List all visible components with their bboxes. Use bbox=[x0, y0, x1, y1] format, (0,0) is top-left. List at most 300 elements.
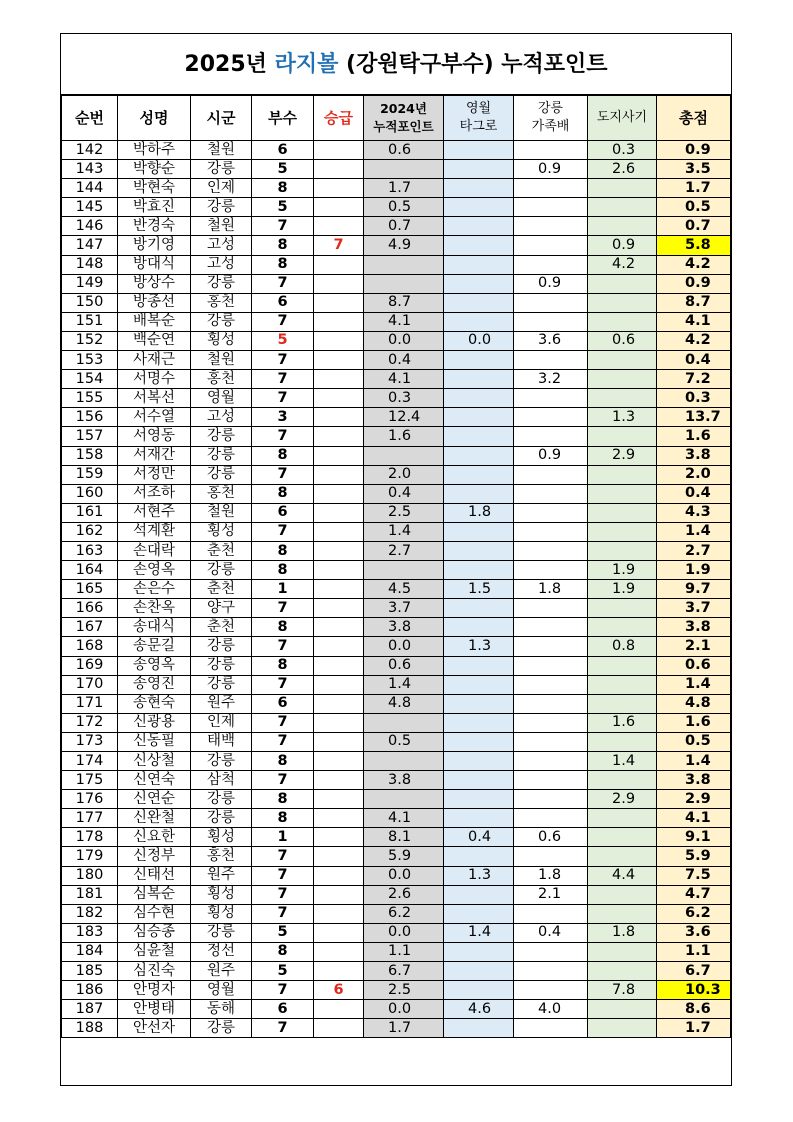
cell-gn: 3.6 bbox=[514, 331, 588, 350]
cell-yw bbox=[444, 962, 514, 981]
cell-city: 철원 bbox=[191, 141, 252, 160]
cell-gn bbox=[514, 618, 588, 637]
cell-promo bbox=[314, 866, 364, 885]
cell-gv bbox=[588, 198, 657, 217]
cell-gv bbox=[588, 217, 657, 236]
cell-gn bbox=[514, 942, 588, 961]
header-name: 성명 bbox=[118, 96, 191, 141]
cell-gn bbox=[514, 427, 588, 446]
cell-total: 4.2 bbox=[657, 331, 731, 350]
cell-promo bbox=[314, 1019, 364, 1038]
cell-city: 원주 bbox=[191, 962, 252, 981]
cell-yw bbox=[444, 141, 514, 160]
cell-total: 3.7 bbox=[657, 599, 731, 618]
cell-total: 4.8 bbox=[657, 694, 731, 713]
cell-yw bbox=[444, 790, 514, 809]
cell-yw bbox=[444, 847, 514, 866]
cell-city: 강릉 bbox=[191, 312, 252, 331]
cell-p24: 12.4 bbox=[364, 408, 444, 427]
cell-total: 2.7 bbox=[657, 541, 731, 560]
cell-city: 인제 bbox=[191, 179, 252, 198]
cell-gv: 1.8 bbox=[588, 923, 657, 942]
cell-p24: 3.7 bbox=[364, 599, 444, 618]
cell-rank: 7 bbox=[252, 427, 314, 446]
cell-p24: 1.4 bbox=[364, 675, 444, 694]
cell-name: 안명자 bbox=[118, 981, 191, 1000]
cell-n: 163 bbox=[62, 541, 118, 560]
cell-yw bbox=[444, 656, 514, 675]
cell-yw bbox=[444, 732, 514, 751]
cell-gn bbox=[514, 904, 588, 923]
cell-gn: 1.8 bbox=[514, 580, 588, 599]
cell-promo bbox=[314, 427, 364, 446]
cell-p24 bbox=[364, 752, 444, 771]
cell-gv bbox=[588, 484, 657, 503]
cell-city: 횡성 bbox=[191, 522, 252, 541]
cell-gn bbox=[514, 962, 588, 981]
cell-rank: 8 bbox=[252, 618, 314, 637]
table-row bbox=[62, 255, 731, 274]
cell-rank: 7 bbox=[252, 981, 314, 1000]
cell-rank: 8 bbox=[252, 790, 314, 809]
cell-rank: 5 bbox=[252, 160, 314, 179]
table-row bbox=[62, 541, 731, 560]
cell-promo bbox=[314, 923, 364, 942]
cell-gv bbox=[588, 962, 657, 981]
cell-p24: 2.5 bbox=[364, 981, 444, 1000]
cell-gn bbox=[514, 389, 588, 408]
cell-name: 신태선 bbox=[118, 866, 191, 885]
cell-yw bbox=[444, 942, 514, 961]
cell-n: 185 bbox=[62, 962, 118, 981]
cell-promo bbox=[314, 198, 364, 217]
cell-total: 1.4 bbox=[657, 752, 731, 771]
cell-city: 강릉 bbox=[191, 790, 252, 809]
cell-city: 횡성 bbox=[191, 904, 252, 923]
cell-name: 심수현 bbox=[118, 904, 191, 923]
cell-name: 서명수 bbox=[118, 370, 191, 389]
table-row bbox=[62, 675, 731, 694]
cell-p24: 0.6 bbox=[364, 656, 444, 675]
cell-p24: 2.6 bbox=[364, 885, 444, 904]
cell-gv: 0.8 bbox=[588, 637, 657, 656]
cell-total: 2.1 bbox=[657, 637, 731, 656]
cell-promo bbox=[314, 179, 364, 198]
cell-n: 170 bbox=[62, 675, 118, 694]
table-row bbox=[62, 962, 731, 981]
cell-name: 신연순 bbox=[118, 790, 191, 809]
cell-total: 0.5 bbox=[657, 198, 731, 217]
cell-total: 0.3 bbox=[657, 389, 731, 408]
cell-gv bbox=[588, 847, 657, 866]
cell-n: 178 bbox=[62, 828, 118, 847]
cell-name: 방종선 bbox=[118, 293, 191, 312]
cell-n: 146 bbox=[62, 217, 118, 236]
table-row bbox=[62, 198, 731, 217]
cell-name: 신연숙 bbox=[118, 771, 191, 790]
cell-total: 4.3 bbox=[657, 503, 731, 522]
cell-name: 서정만 bbox=[118, 465, 191, 484]
cell-gv bbox=[588, 675, 657, 694]
cell-rank: 7 bbox=[252, 713, 314, 732]
table-row bbox=[62, 809, 731, 828]
header-total: 총점 bbox=[657, 96, 731, 141]
cell-city: 영월 bbox=[191, 981, 252, 1000]
cell-yw bbox=[444, 675, 514, 694]
cell-n: 166 bbox=[62, 599, 118, 618]
cell-promo bbox=[314, 847, 364, 866]
cell-promo bbox=[314, 446, 364, 465]
cell-name: 신상철 bbox=[118, 752, 191, 771]
cell-gn: 0.9 bbox=[514, 446, 588, 465]
cell-promo bbox=[314, 904, 364, 923]
cell-gn: 0.6 bbox=[514, 828, 588, 847]
cell-yw bbox=[444, 389, 514, 408]
cell-gv bbox=[588, 599, 657, 618]
cell-yw: 1.3 bbox=[444, 866, 514, 885]
cell-total: 1.4 bbox=[657, 675, 731, 694]
cell-gn bbox=[514, 198, 588, 217]
cell-rank: 8 bbox=[252, 561, 314, 580]
cell-total: 0.6 bbox=[657, 656, 731, 675]
cell-total: 4.1 bbox=[657, 312, 731, 331]
cell-total: 6.2 bbox=[657, 904, 731, 923]
cell-name: 송영옥 bbox=[118, 656, 191, 675]
cell-name: 방기영 bbox=[118, 236, 191, 255]
table-row bbox=[62, 446, 731, 465]
cell-yw bbox=[444, 618, 514, 637]
cell-gn bbox=[514, 503, 588, 522]
cell-n: 143 bbox=[62, 160, 118, 179]
cell-city: 강릉 bbox=[191, 656, 252, 675]
cell-total: 1.7 bbox=[657, 179, 731, 198]
cell-promo bbox=[314, 541, 364, 560]
cell-gv: 7.8 bbox=[588, 981, 657, 1000]
cell-gv bbox=[588, 274, 657, 293]
cell-gn bbox=[514, 713, 588, 732]
table-row bbox=[62, 293, 731, 312]
cell-yw bbox=[444, 809, 514, 828]
cell-name: 심승종 bbox=[118, 923, 191, 942]
cell-promo bbox=[314, 503, 364, 522]
cell-n: 147 bbox=[62, 236, 118, 255]
cell-promo bbox=[314, 580, 364, 599]
cell-total: 0.7 bbox=[657, 217, 731, 236]
header-num: 순번 bbox=[62, 96, 118, 141]
cell-p24 bbox=[364, 160, 444, 179]
header-rank: 부수 bbox=[252, 96, 314, 141]
cell-p24: 1.4 bbox=[364, 522, 444, 541]
cell-city: 홍천 bbox=[191, 370, 252, 389]
cell-rank: 8 bbox=[252, 656, 314, 675]
cell-p24: 2.5 bbox=[364, 503, 444, 522]
cell-gn bbox=[514, 484, 588, 503]
cell-p24: 1.7 bbox=[364, 1019, 444, 1038]
cell-rank: 8 bbox=[252, 942, 314, 961]
cell-rank: 7 bbox=[252, 465, 314, 484]
cell-rank: 7 bbox=[252, 389, 314, 408]
cell-name: 신광용 bbox=[118, 713, 191, 732]
cell-rank: 5 bbox=[252, 962, 314, 981]
points-sheet bbox=[60, 33, 732, 1086]
cell-promo bbox=[314, 561, 364, 580]
header-yeongwol bbox=[444, 96, 514, 141]
cell-gn: 0.9 bbox=[514, 274, 588, 293]
cell-total: 7.5 bbox=[657, 866, 731, 885]
cell-total: 1.1 bbox=[657, 942, 731, 961]
cell-gv: 4.4 bbox=[588, 866, 657, 885]
cell-gv bbox=[588, 1000, 657, 1019]
cell-n: 157 bbox=[62, 427, 118, 446]
cell-n: 173 bbox=[62, 732, 118, 751]
cell-promo bbox=[314, 274, 364, 293]
header-gangneung bbox=[514, 96, 588, 141]
cell-promo bbox=[314, 713, 364, 732]
cell-n: 183 bbox=[62, 923, 118, 942]
cell-city: 고성 bbox=[191, 236, 252, 255]
cell-city: 강릉 bbox=[191, 160, 252, 179]
cell-n: 159 bbox=[62, 465, 118, 484]
header-gangneung-line1: 강릉 bbox=[537, 101, 564, 116]
cell-name: 박현숙 bbox=[118, 179, 191, 198]
cell-city: 고성 bbox=[191, 255, 252, 274]
table-row bbox=[62, 580, 731, 599]
cell-total: 3.6 bbox=[657, 923, 731, 942]
cell-city: 철원 bbox=[191, 217, 252, 236]
cell-total: 4.7 bbox=[657, 885, 731, 904]
table-row bbox=[62, 465, 731, 484]
cell-name: 심윤철 bbox=[118, 942, 191, 961]
cell-gv: 4.2 bbox=[588, 255, 657, 274]
cell-yw bbox=[444, 1019, 514, 1038]
cell-city: 강릉 bbox=[191, 465, 252, 484]
cell-city: 강릉 bbox=[191, 198, 252, 217]
cell-city: 횡성 bbox=[191, 331, 252, 350]
cell-city: 강릉 bbox=[191, 923, 252, 942]
cell-name: 서조하 bbox=[118, 484, 191, 503]
table-row bbox=[62, 141, 731, 160]
cell-promo bbox=[314, 656, 364, 675]
cell-city: 강릉 bbox=[191, 809, 252, 828]
cell-gn: 0.4 bbox=[514, 923, 588, 942]
cell-total: 2.9 bbox=[657, 790, 731, 809]
cell-promo bbox=[314, 255, 364, 274]
cell-rank: 7 bbox=[252, 771, 314, 790]
cell-p24: 0.5 bbox=[364, 198, 444, 217]
cell-gv bbox=[588, 771, 657, 790]
cell-name: 서복선 bbox=[118, 389, 191, 408]
cell-gn bbox=[514, 408, 588, 427]
cell-rank: 7 bbox=[252, 312, 314, 331]
cell-gn bbox=[514, 236, 588, 255]
table-row bbox=[62, 942, 731, 961]
cell-gn: 1.8 bbox=[514, 866, 588, 885]
cell-rank: 6 bbox=[252, 293, 314, 312]
header-2024-line2: 누적포인트 bbox=[373, 119, 434, 134]
cell-total: 1.4 bbox=[657, 522, 731, 541]
cell-gv bbox=[588, 1019, 657, 1038]
cell-gn bbox=[514, 637, 588, 656]
cell-total: 6.7 bbox=[657, 962, 731, 981]
cell-rank: 6 bbox=[252, 694, 314, 713]
cell-name: 서영동 bbox=[118, 427, 191, 446]
cell-gn: 2.1 bbox=[514, 885, 588, 904]
cell-n: 154 bbox=[62, 370, 118, 389]
cell-gv bbox=[588, 541, 657, 560]
table-row bbox=[62, 236, 731, 255]
cell-gn bbox=[514, 255, 588, 274]
cell-gv: 2.9 bbox=[588, 446, 657, 465]
cell-p24: 3.8 bbox=[364, 618, 444, 637]
cell-promo bbox=[314, 293, 364, 312]
cell-yw bbox=[444, 599, 514, 618]
cell-n: 176 bbox=[62, 790, 118, 809]
cell-yw bbox=[444, 312, 514, 331]
cell-total: 3.8 bbox=[657, 771, 731, 790]
cell-total: 4.2 bbox=[657, 255, 731, 274]
cell-city: 정선 bbox=[191, 942, 252, 961]
cell-rank: 7 bbox=[252, 847, 314, 866]
cell-city: 홍천 bbox=[191, 847, 252, 866]
cell-total: 2.0 bbox=[657, 465, 731, 484]
cell-rank: 5 bbox=[252, 198, 314, 217]
cell-n: 158 bbox=[62, 446, 118, 465]
cell-n: 155 bbox=[62, 389, 118, 408]
cell-name: 방상수 bbox=[118, 274, 191, 293]
cell-promo bbox=[314, 484, 364, 503]
cell-gn bbox=[514, 771, 588, 790]
cell-gv bbox=[588, 503, 657, 522]
cell-yw bbox=[444, 752, 514, 771]
cell-promo bbox=[314, 809, 364, 828]
cell-rank: 8 bbox=[252, 255, 314, 274]
cell-promo bbox=[314, 217, 364, 236]
cell-n: 182 bbox=[62, 904, 118, 923]
cell-promo bbox=[314, 312, 364, 331]
cell-total: 3.5 bbox=[657, 160, 731, 179]
cell-yw bbox=[444, 351, 514, 370]
cell-total: 0.9 bbox=[657, 141, 731, 160]
cell-promo: 6 bbox=[314, 981, 364, 1000]
cell-p24: 8.1 bbox=[364, 828, 444, 847]
cell-total: 1.6 bbox=[657, 427, 731, 446]
cell-rank: 7 bbox=[252, 675, 314, 694]
cell-gn bbox=[514, 752, 588, 771]
table-row bbox=[62, 427, 731, 446]
table-row bbox=[62, 1019, 731, 1038]
cell-promo: 7 bbox=[314, 236, 364, 255]
cell-name: 배복순 bbox=[118, 312, 191, 331]
cell-gn bbox=[514, 541, 588, 560]
header-2024-line1: 2024년 bbox=[380, 101, 427, 116]
cell-rank: 7 bbox=[252, 637, 314, 656]
table-row bbox=[62, 866, 731, 885]
cell-rank: 5 bbox=[252, 923, 314, 942]
table-row bbox=[62, 771, 731, 790]
cell-gn bbox=[514, 179, 588, 198]
cell-rank: 1 bbox=[252, 580, 314, 599]
cell-city: 태백 bbox=[191, 732, 252, 751]
cell-p24 bbox=[364, 561, 444, 580]
cell-rank: 7 bbox=[252, 522, 314, 541]
cell-name: 송대식 bbox=[118, 618, 191, 637]
cell-yw: 1.3 bbox=[444, 637, 514, 656]
cell-yw bbox=[444, 179, 514, 198]
cell-name: 방대식 bbox=[118, 255, 191, 274]
cell-gn: 3.2 bbox=[514, 370, 588, 389]
cell-n: 151 bbox=[62, 312, 118, 331]
cell-n: 179 bbox=[62, 847, 118, 866]
cell-name: 손은수 bbox=[118, 580, 191, 599]
table-row bbox=[62, 484, 731, 503]
table-body bbox=[62, 141, 731, 1038]
cell-total: 1.6 bbox=[657, 713, 731, 732]
cell-gn: 4.0 bbox=[514, 1000, 588, 1019]
cell-promo bbox=[314, 160, 364, 179]
cell-p24: 2.7 bbox=[364, 541, 444, 560]
cell-name: 신정부 bbox=[118, 847, 191, 866]
header-yeongwol-line1: 영월 bbox=[465, 101, 492, 116]
cell-n: 188 bbox=[62, 1019, 118, 1038]
cell-gv bbox=[588, 179, 657, 198]
cell-city: 원주 bbox=[191, 866, 252, 885]
cell-total: 10.3 bbox=[657, 981, 731, 1000]
cell-yw bbox=[444, 561, 514, 580]
cell-gv bbox=[588, 465, 657, 484]
cell-name: 서수열 bbox=[118, 408, 191, 427]
cell-name: 손영옥 bbox=[118, 561, 191, 580]
cell-yw bbox=[444, 408, 514, 427]
cell-gv bbox=[588, 904, 657, 923]
cell-promo bbox=[314, 637, 364, 656]
table-row bbox=[62, 904, 731, 923]
cell-rank: 7 bbox=[252, 274, 314, 293]
cell-p24: 4.9 bbox=[364, 236, 444, 255]
table-row bbox=[62, 637, 731, 656]
cell-n: 148 bbox=[62, 255, 118, 274]
cell-promo bbox=[314, 885, 364, 904]
cell-city: 강릉 bbox=[191, 274, 252, 293]
cell-rank: 8 bbox=[252, 752, 314, 771]
cell-yw bbox=[444, 484, 514, 503]
cell-p24: 0.0 bbox=[364, 1000, 444, 1019]
cell-gv: 2.9 bbox=[588, 790, 657, 809]
cell-rank: 1 bbox=[252, 828, 314, 847]
cell-p24: 4.1 bbox=[364, 370, 444, 389]
cell-gn: 0.9 bbox=[514, 160, 588, 179]
table-row bbox=[62, 522, 731, 541]
page-title bbox=[61, 34, 731, 95]
cell-name: 안선자 bbox=[118, 1019, 191, 1038]
cell-gv bbox=[588, 427, 657, 446]
cell-promo bbox=[314, 962, 364, 981]
cell-p24: 0.6 bbox=[364, 141, 444, 160]
cell-p24: 8.7 bbox=[364, 293, 444, 312]
table-row bbox=[62, 694, 731, 713]
cell-n: 187 bbox=[62, 1000, 118, 1019]
cell-p24 bbox=[364, 446, 444, 465]
cell-city: 삼척 bbox=[191, 771, 252, 790]
cell-gv bbox=[588, 522, 657, 541]
cell-p24: 0.0 bbox=[364, 637, 444, 656]
cell-city: 영월 bbox=[191, 389, 252, 408]
cell-yw bbox=[444, 885, 514, 904]
table-row bbox=[62, 351, 731, 370]
cell-p24: 6.7 bbox=[364, 962, 444, 981]
cell-n: 177 bbox=[62, 809, 118, 828]
cell-yw bbox=[444, 274, 514, 293]
cell-rank: 7 bbox=[252, 370, 314, 389]
